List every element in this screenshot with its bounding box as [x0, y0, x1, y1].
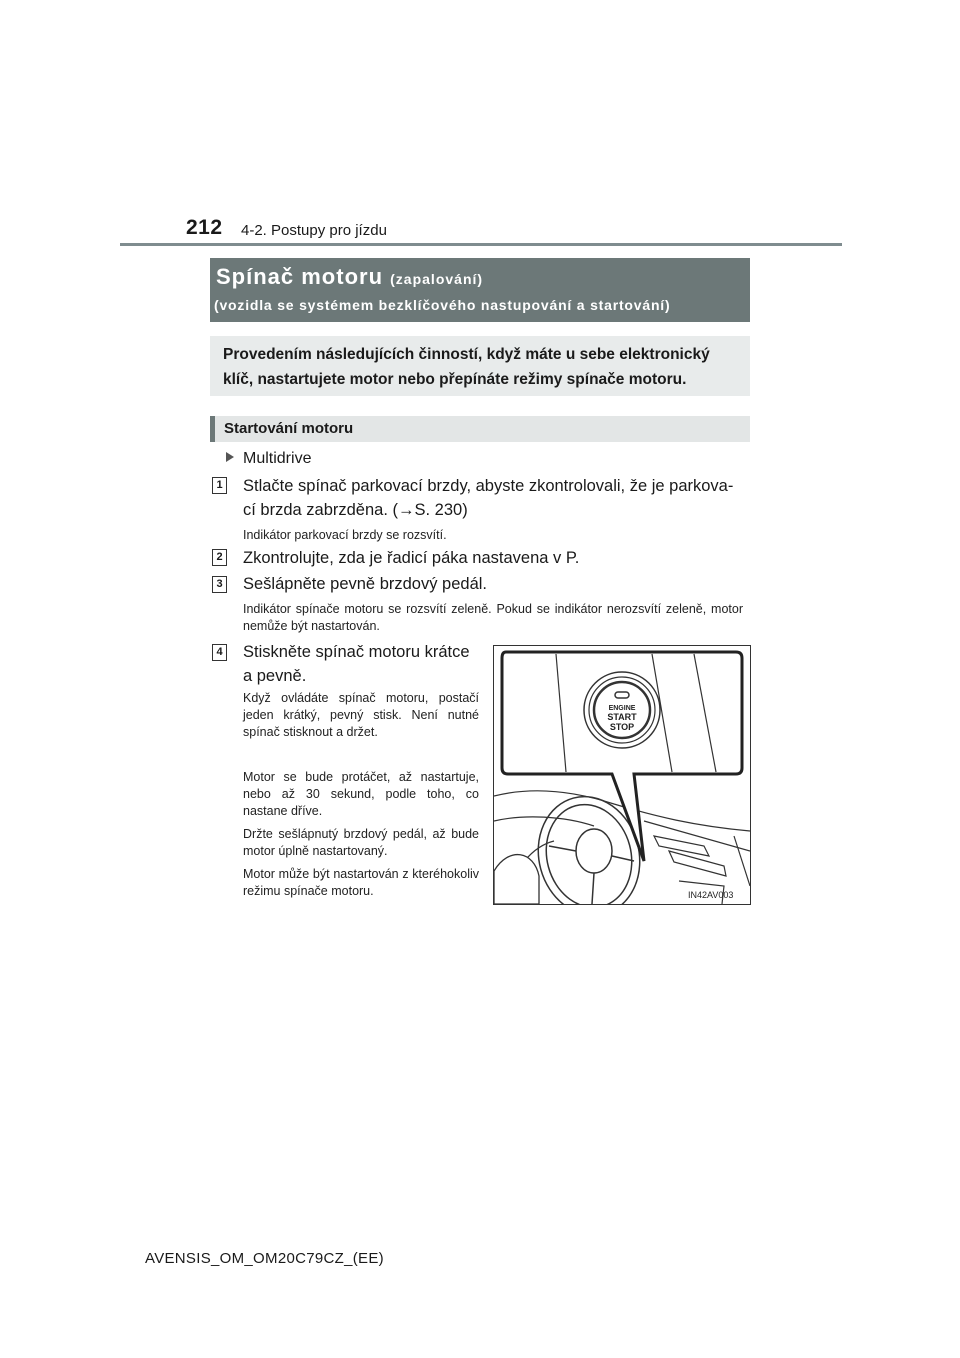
engine-start-illustration: [493, 645, 751, 905]
subheading-bar: [210, 416, 215, 442]
step-3-text: Sešlápněte pevně brzdový pedál.: [243, 575, 488, 593]
step-4-line2: a pevně.: [243, 667, 307, 685]
section-title: 4-2. Postupy pro jízdu: [241, 222, 387, 239]
intro-box: [210, 336, 750, 396]
subheading-text: Startování motoru: [224, 420, 354, 437]
title-main-text: Spínač motoru: [216, 264, 384, 289]
step-1-text: [243, 474, 753, 522]
step-2-text: Zkontrolujte, zda je řadicí páka nastavena v P.: [243, 549, 580, 567]
step-number-2: 2: [212, 549, 227, 566]
footer-doc-code: AVENSIS_OM_OM20C79CZ_(EE): [145, 1250, 384, 1267]
step-4-line1: Stiskněte spínač motoru krátce: [243, 643, 470, 661]
step-number-4: 4: [212, 644, 227, 661]
dashboard-drawing: [494, 646, 750, 904]
subheading: [210, 416, 750, 442]
step-4-note-3: Držte sešlápnutý brzdový pedál, až bude motor úplně nastartovaný.: [243, 827, 479, 858]
step-4-note-4: Motor může být nastartován z kteréhokoliv režimu spínače motoru.: [243, 867, 479, 898]
step-number-1: 1: [212, 477, 227, 494]
arrow-item: [226, 450, 311, 468]
step-4-text: [243, 640, 483, 688]
triangle-arrow-icon: [226, 452, 234, 462]
title-main-small: (zapalování): [390, 271, 484, 287]
button-label-stop: STOP: [609, 722, 635, 732]
illustration-code: IN42AV003: [688, 890, 734, 900]
intro-text: Provedením následujících činností, když máte u sebe elektronický klíč, nastartujete motor nebo přepínáte režimy spínače motoru.: [223, 346, 710, 388]
step-1-note: Indikátor parkovací brzdy se rozsvítí.: [243, 528, 447, 542]
button-label-engine: ENGINE: [608, 705, 636, 712]
title-subtitle: (vozidla se systémem bezklíčového nastupování a startování): [214, 297, 671, 313]
step-number-3: 3: [212, 576, 227, 593]
step-4-note-1: Když ovládáte spínač motoru, postačí jeden krátký, pevný stisk. Není nutné spínač stisknout a držet.: [243, 691, 479, 739]
header-rule: [120, 243, 842, 246]
seat: [494, 855, 539, 904]
page-number: 212: [186, 216, 223, 239]
button-label-start: START: [607, 712, 637, 722]
step-1-line2: cí brzda zabrzděna. (→S. 230): [243, 501, 468, 519]
title-box: [210, 258, 750, 322]
step-4-note-2: Motor se bude protáčet, až nastartuje, nebo až 30 sekund, podle toho, co nastane dříve.: [243, 770, 479, 818]
arrow-item-text: Multidrive: [243, 450, 312, 467]
engine-start-button-icon: [584, 672, 660, 748]
step-1-line1: Stlačte spínač parkovací brzdy, abyste zkontrolovali, že je parkova-: [243, 477, 734, 495]
title-main: [216, 264, 483, 290]
step-3-note: Indikátor spínače motoru se rozsvítí zeleně. Pokud se indikátor nerozsvítí zeleně, motor nemůže být nastartován.: [243, 602, 743, 633]
